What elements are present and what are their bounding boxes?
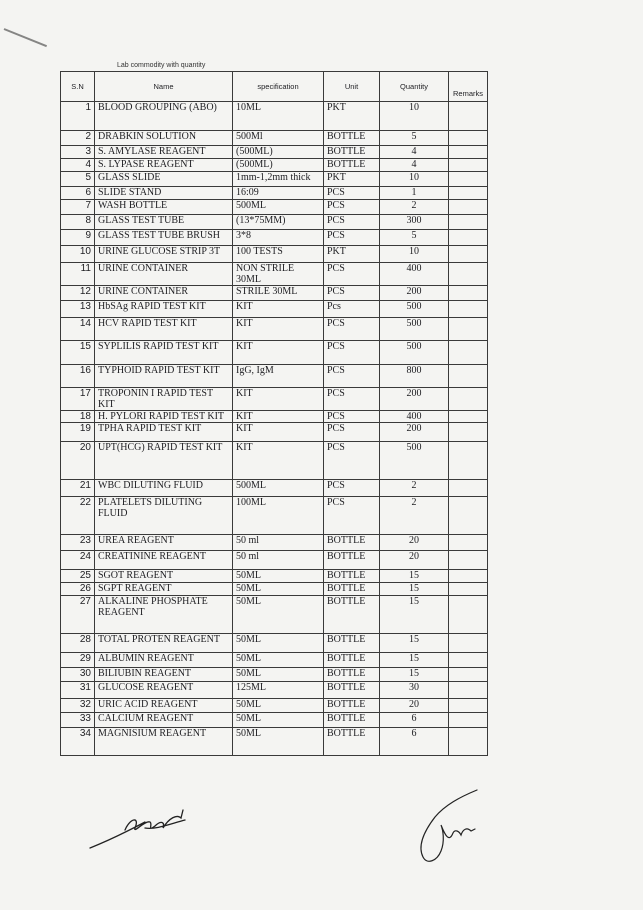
row-quantity: 6 <box>380 713 449 728</box>
row-specification: 50ML <box>233 728 324 756</box>
row-remarks <box>449 535 488 551</box>
row-sn: 20 <box>61 442 95 480</box>
row-remarks <box>449 318 488 341</box>
table-row <box>61 423 488 442</box>
row-quantity: 200 <box>380 423 449 442</box>
table-row <box>61 728 488 756</box>
table-row <box>61 263 488 286</box>
table-row <box>61 699 488 713</box>
row-unit: PCS <box>324 230 380 246</box>
row-remarks <box>449 172 488 187</box>
row-remarks <box>449 634 488 653</box>
row-remarks <box>449 682 488 699</box>
paper-scratch-mark <box>4 28 47 47</box>
table-row <box>61 570 488 583</box>
table-row <box>61 411 488 423</box>
row-quantity: 10 <box>380 102 449 131</box>
row-unit: BOTTLE <box>324 699 380 713</box>
row-quantity: 4 <box>380 146 449 159</box>
row-sn: 3 <box>61 146 95 159</box>
row-specification: (500ML) <box>233 159 324 172</box>
row-specification: 100ML <box>233 497 324 535</box>
row-remarks <box>449 699 488 713</box>
row-remarks <box>449 653 488 668</box>
row-unit: PCS <box>324 411 380 423</box>
row-unit: PCS <box>324 215 380 230</box>
row-sn: 13 <box>61 301 95 318</box>
row-sn: 9 <box>61 230 95 246</box>
row-specification: KIT <box>233 442 324 480</box>
row-sn: 2 <box>61 131 95 146</box>
row-name: WASH BOTTLE <box>95 200 233 215</box>
table-row <box>61 146 488 159</box>
row-specification: KIT <box>233 411 324 423</box>
row-name: GLUCOSE REAGENT <box>95 682 233 699</box>
row-sn: 29 <box>61 653 95 668</box>
row-unit: BOTTLE <box>324 728 380 756</box>
table-row <box>61 596 488 634</box>
row-sn: 22 <box>61 497 95 535</box>
row-quantity: 30 <box>380 682 449 699</box>
table-row <box>61 246 488 263</box>
row-remarks <box>449 497 488 535</box>
row-sn: 1 <box>61 102 95 131</box>
row-quantity: 20 <box>380 699 449 713</box>
row-sn: 5 <box>61 172 95 187</box>
row-remarks <box>449 187 488 200</box>
row-remarks <box>449 341 488 365</box>
row-quantity: 5 <box>380 230 449 246</box>
row-specification: 50ML <box>233 699 324 713</box>
row-unit: BOTTLE <box>324 634 380 653</box>
row-unit: PCS <box>324 263 380 286</box>
row-sn: 19 <box>61 423 95 442</box>
row-name: GLASS SLIDE <box>95 172 233 187</box>
row-name: HCV RAPID TEST KIT <box>95 318 233 341</box>
row-remarks <box>449 480 488 497</box>
row-quantity: 10 <box>380 172 449 187</box>
row-quantity: 15 <box>380 570 449 583</box>
row-specification: 10ML <box>233 102 324 131</box>
row-specification: 50ML <box>233 668 324 682</box>
header-remarks: Remarks <box>449 72 488 102</box>
left-signature <box>85 800 200 855</box>
row-remarks <box>449 263 488 286</box>
row-specification: 50ML <box>233 570 324 583</box>
row-specification: 50ML <box>233 653 324 668</box>
row-specification: 1mm-1,2mm thick <box>233 172 324 187</box>
row-sn: 33 <box>61 713 95 728</box>
row-remarks <box>449 286 488 301</box>
row-quantity: 4 <box>380 159 449 172</box>
row-quantity: 400 <box>380 411 449 423</box>
table-row <box>61 668 488 682</box>
row-sn: 7 <box>61 200 95 215</box>
table-row <box>61 535 488 551</box>
row-specification: (13*75MM) <box>233 215 324 230</box>
row-quantity: 1 <box>380 187 449 200</box>
row-name: DRABKIN SOLUTION <box>95 131 233 146</box>
row-specification: IgG, IgM <box>233 365 324 388</box>
row-specification: STRILE 30ML <box>233 286 324 301</box>
row-name: PLATELETS DILUTING FLUID <box>95 497 233 535</box>
row-quantity: 10 <box>380 246 449 263</box>
table-row <box>61 301 488 318</box>
right-signature <box>405 785 485 875</box>
table-row <box>61 131 488 146</box>
row-remarks <box>449 230 488 246</box>
table-row <box>61 172 488 187</box>
row-unit: PKT <box>324 246 380 263</box>
header-name: Name <box>95 72 233 102</box>
row-remarks <box>449 551 488 570</box>
row-unit: PCS <box>324 200 380 215</box>
row-quantity: 200 <box>380 286 449 301</box>
row-unit: PCS <box>324 423 380 442</box>
table-row <box>61 159 488 172</box>
row-specification: 50ML <box>233 634 324 653</box>
row-quantity: 20 <box>380 535 449 551</box>
row-name: GLASS TEST TUBE <box>95 215 233 230</box>
header-unit: Unit <box>324 72 380 102</box>
row-quantity: 15 <box>380 668 449 682</box>
row-remarks <box>449 423 488 442</box>
row-unit: BOTTLE <box>324 596 380 634</box>
row-remarks <box>449 713 488 728</box>
table-row <box>61 480 488 497</box>
row-quantity: 15 <box>380 653 449 668</box>
row-unit: PCS <box>324 341 380 365</box>
row-name: TOTAL PROTEN REAGENT <box>95 634 233 653</box>
table-row <box>61 713 488 728</box>
row-sn: 30 <box>61 668 95 682</box>
row-remarks <box>449 388 488 411</box>
row-sn: 21 <box>61 480 95 497</box>
table-row <box>61 682 488 699</box>
table-row <box>61 102 488 131</box>
row-name: UREA REAGENT <box>95 535 233 551</box>
row-name: ALKALINE PHOSPHATE REAGENT <box>95 596 233 634</box>
row-sn: 15 <box>61 341 95 365</box>
row-name: URINE GLUCOSE STRIP 3T <box>95 246 233 263</box>
row-unit: BOTTLE <box>324 653 380 668</box>
row-quantity: 500 <box>380 301 449 318</box>
row-name: TROPONIN I RAPID TEST KIT <box>95 388 233 411</box>
row-name: GLASS TEST TUBE BRUSH <box>95 230 233 246</box>
row-unit: BOTTLE <box>324 535 380 551</box>
row-unit: PCS <box>324 318 380 341</box>
row-specification: 50 ml <box>233 551 324 570</box>
row-unit: PKT <box>324 172 380 187</box>
table-row <box>61 442 488 480</box>
table-row <box>61 200 488 215</box>
row-unit: BOTTLE <box>324 682 380 699</box>
row-quantity: 500 <box>380 341 449 365</box>
row-name: SGPT REAGENT <box>95 583 233 596</box>
row-remarks <box>449 728 488 756</box>
row-specification: 100 TESTS <box>233 246 324 263</box>
row-specification: 500Ml <box>233 131 324 146</box>
row-quantity: 6 <box>380 728 449 756</box>
row-sn: 17 <box>61 388 95 411</box>
row-unit: PCS <box>324 388 380 411</box>
row-quantity: 2 <box>380 200 449 215</box>
row-name: CALCIUM REAGENT <box>95 713 233 728</box>
row-remarks <box>449 570 488 583</box>
row-name: CREATININE REAGENT <box>95 551 233 570</box>
table-row <box>61 634 488 653</box>
row-quantity: 15 <box>380 634 449 653</box>
row-name: BLOOD GROUPING (ABO) <box>95 102 233 131</box>
row-name: S. AMYLASE REAGENT <box>95 146 233 159</box>
row-sn: 16 <box>61 365 95 388</box>
row-quantity: 2 <box>380 497 449 535</box>
row-sn: 18 <box>61 411 95 423</box>
row-specification: KIT <box>233 388 324 411</box>
row-unit: BOTTLE <box>324 131 380 146</box>
row-remarks <box>449 668 488 682</box>
row-quantity: 5 <box>380 131 449 146</box>
row-specification: 500ML <box>233 480 324 497</box>
table-row <box>61 388 488 411</box>
row-quantity: 500 <box>380 318 449 341</box>
table-row <box>61 551 488 570</box>
row-specification: NON STRILE 30ML <box>233 263 324 286</box>
row-sn: 12 <box>61 286 95 301</box>
row-unit: PCS <box>324 365 380 388</box>
row-sn: 10 <box>61 246 95 263</box>
row-remarks <box>449 200 488 215</box>
row-unit: BOTTLE <box>324 570 380 583</box>
row-quantity: 200 <box>380 388 449 411</box>
table-row <box>61 187 488 200</box>
lab-commodity-table <box>60 71 488 756</box>
row-unit: BOTTLE <box>324 713 380 728</box>
table-row <box>61 230 488 246</box>
row-name: SLIDE STAND <box>95 187 233 200</box>
row-unit: BOTTLE <box>324 159 380 172</box>
row-specification: 50ML <box>233 596 324 634</box>
row-remarks <box>449 442 488 480</box>
row-unit: BOTTLE <box>324 583 380 596</box>
row-quantity: 400 <box>380 263 449 286</box>
row-remarks <box>449 583 488 596</box>
row-name: BILIUBIN REAGENT <box>95 668 233 682</box>
row-unit: PCS <box>324 497 380 535</box>
row-name: ALBUMIN REAGENT <box>95 653 233 668</box>
row-name: TPHA RAPID TEST KIT <box>95 423 233 442</box>
row-remarks <box>449 131 488 146</box>
row-sn: 25 <box>61 570 95 583</box>
row-unit: PCS <box>324 286 380 301</box>
table-body <box>61 102 488 756</box>
row-specification: 125ML <box>233 682 324 699</box>
row-specification: 50ML <box>233 583 324 596</box>
row-sn: 11 <box>61 263 95 286</box>
row-unit: PKT <box>324 102 380 131</box>
row-specification: KIT <box>233 318 324 341</box>
row-specification: 16:09 <box>233 187 324 200</box>
row-unit: BOTTLE <box>324 146 380 159</box>
row-specification: 50ML <box>233 713 324 728</box>
row-name: URINE CONTAINER <box>95 263 233 286</box>
header-sn: S.N <box>61 72 95 102</box>
row-quantity: 2 <box>380 480 449 497</box>
row-specification: (500ML) <box>233 146 324 159</box>
row-remarks <box>449 159 488 172</box>
table-row <box>61 653 488 668</box>
row-remarks <box>449 246 488 263</box>
row-specification: 500ML <box>233 200 324 215</box>
row-specification: KIT <box>233 341 324 365</box>
row-quantity: 500 <box>380 442 449 480</box>
row-sn: 14 <box>61 318 95 341</box>
row-sn: 32 <box>61 699 95 713</box>
row-quantity: 20 <box>380 551 449 570</box>
row-quantity: 15 <box>380 596 449 634</box>
row-name: URIC ACID REAGENT <box>95 699 233 713</box>
header-quantity: Quantity <box>380 72 449 102</box>
row-name: HbSAg RAPID TEST KIT <box>95 301 233 318</box>
row-name: URINE CONTAINER <box>95 286 233 301</box>
row-sn: 8 <box>61 215 95 230</box>
row-sn: 24 <box>61 551 95 570</box>
table-row <box>61 286 488 301</box>
row-sn: 27 <box>61 596 95 634</box>
row-remarks <box>449 596 488 634</box>
row-remarks <box>449 411 488 423</box>
row-unit: PCS <box>324 480 380 497</box>
row-quantity: 800 <box>380 365 449 388</box>
row-name: UPT(HCG) RAPID TEST KIT <box>95 442 233 480</box>
row-remarks <box>449 365 488 388</box>
row-remarks <box>449 146 488 159</box>
row-specification: 3*8 <box>233 230 324 246</box>
document-caption: Lab commodity with quantity <box>117 62 206 69</box>
table-row <box>61 497 488 535</box>
row-unit: PCS <box>324 187 380 200</box>
table-row <box>61 583 488 596</box>
row-name: S. LYPASE REAGENT <box>95 159 233 172</box>
table-row <box>61 341 488 365</box>
row-specification: 50 ml <box>233 535 324 551</box>
row-quantity: 300 <box>380 215 449 230</box>
table-row <box>61 365 488 388</box>
row-name: SGOT REAGENT <box>95 570 233 583</box>
row-sn: 26 <box>61 583 95 596</box>
row-name: WBC DILUTING FLUID <box>95 480 233 497</box>
row-quantity: 15 <box>380 583 449 596</box>
row-remarks <box>449 215 488 230</box>
row-unit: BOTTLE <box>324 551 380 570</box>
row-unit: PCS <box>324 442 380 480</box>
table-row <box>61 215 488 230</box>
row-sn: 23 <box>61 535 95 551</box>
header-specification: specification <box>233 72 324 102</box>
table-row <box>61 318 488 341</box>
row-name: MAGNISIUM REAGENT <box>95 728 233 756</box>
row-specification: KIT <box>233 423 324 442</box>
row-unit: Pcs <box>324 301 380 318</box>
row-sn: 28 <box>61 634 95 653</box>
row-remarks <box>449 301 488 318</box>
row-name: H. PYLORI RAPID TEST KIT <box>95 411 233 423</box>
row-sn: 31 <box>61 682 95 699</box>
row-sn: 6 <box>61 187 95 200</box>
row-name: SYPLILIS RAPID TEST KIT <box>95 341 233 365</box>
row-unit: BOTTLE <box>324 668 380 682</box>
row-sn: 34 <box>61 728 95 756</box>
row-name: TYPHOID RAPID TEST KIT <box>95 365 233 388</box>
row-remarks <box>449 102 488 131</box>
row-specification: KIT <box>233 301 324 318</box>
row-sn: 4 <box>61 159 95 172</box>
